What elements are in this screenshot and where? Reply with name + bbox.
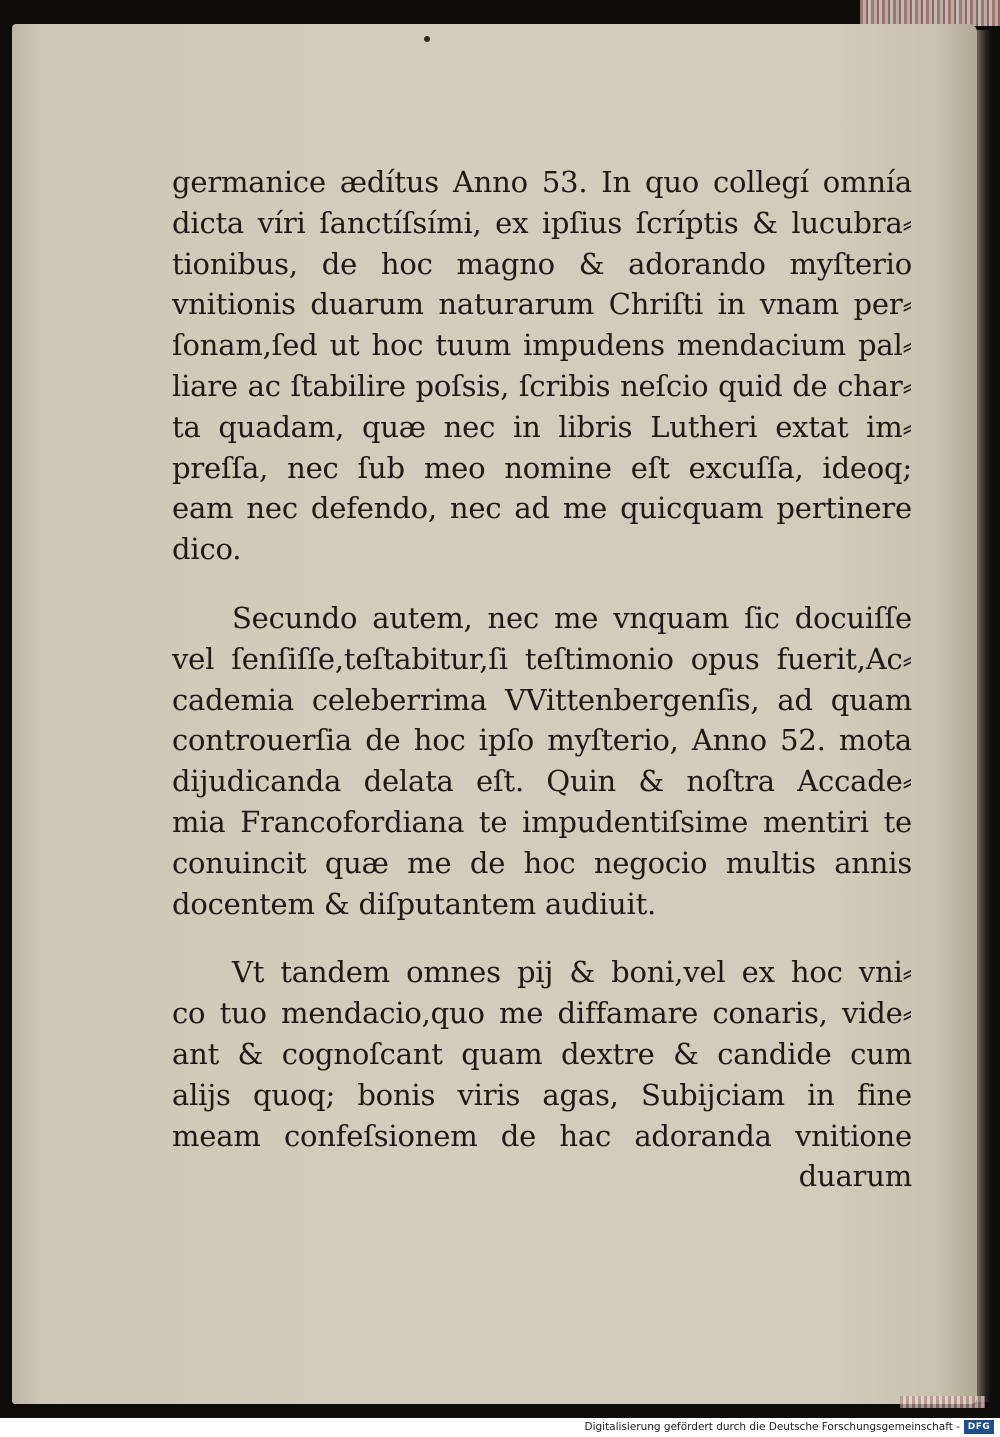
text-line: dijudicanda delata eſt. Quin & noſtra Accade⸗: [172, 764, 912, 799]
text-line: cademia celeberrima VVittenbergenſis, ad quam: [172, 682, 912, 717]
text-line: vnitionis duarum naturarum Chriſti in vnam per⸗: [172, 287, 912, 322]
dfg-logo-icon: DFG: [964, 1420, 994, 1434]
page-edge: [977, 30, 991, 1402]
paragraph-gap: [172, 924, 912, 952]
text-line: preſſa, nec ſub meo nomine eſt excuſſa, ideoq;: [172, 450, 912, 485]
text-line: eam nec defendo, nec ad me quicquam pertinere: [172, 491, 912, 526]
text-line: vel ſenſiſſe,teſtabitur,ſi teſtimonio opus fuerit,Ac⸗: [172, 641, 912, 676]
paragraph-gap: [172, 570, 912, 598]
text-line: docentem & diſputantem audiuit.: [172, 886, 657, 921]
text-line: mia Francofordiana te impudentiſsime mentiri te: [172, 804, 912, 839]
footer-credit: Digitalisierung gefördert durch die Deutsche Forschungsgemeinschaft -: [584, 1421, 960, 1433]
text-line: meam confeſsionem de hac adoranda vnitione: [172, 1118, 912, 1153]
text-line: controuerſia de hoc ipſo myſterio, Anno 52. mota: [172, 723, 912, 758]
text-line: liare ac ſtabilire poſsis, ſcribis neſcio quid de char⸗: [172, 368, 912, 403]
digitization-footer: [0, 1418, 1000, 1437]
text-line: co tuo mendacio,quo me diffamare conaris, vide⸗: [172, 996, 912, 1031]
text-line: tionibus, de hoc magno & adorando myſterio: [172, 246, 912, 281]
catchword: duarum: [798, 1159, 912, 1194]
text-line: conuincit quæ me de hoc negocio multis annis: [172, 845, 912, 880]
text-line: germanice ædítus Anno 53. In quo collegí omnía: [172, 165, 912, 199]
binding-fringe-top: [860, 0, 1000, 26]
text-line: alijs quoq; bonis viris agas, Subijciam in fine: [172, 1077, 912, 1112]
ink-dot-ornament: [424, 36, 430, 42]
text-line: ant & cognoſcant quam dextre & candide cum: [172, 1036, 912, 1071]
text-line: Secundo autem, nec me vnquam ſic docuiſſe: [232, 600, 912, 635]
text-line: Vt tandem omnes pij & boni,vel ex hoc vni⸗: [232, 955, 912, 990]
text-line: ſonam,ſed ut hoc tuum impudens mendacium pal⸗: [172, 328, 912, 363]
text-line: ta quadam, quæ nec in libris Lutheri extat im⸗: [172, 409, 912, 444]
binding-fringe-bottom: [900, 1396, 985, 1408]
text-line: dico.: [172, 532, 242, 567]
text-line: dicta víri ſanctíſsími, ex ipſius ſcríptis & lucubra⸗: [172, 205, 912, 240]
page-text: [172, 162, 912, 1197]
